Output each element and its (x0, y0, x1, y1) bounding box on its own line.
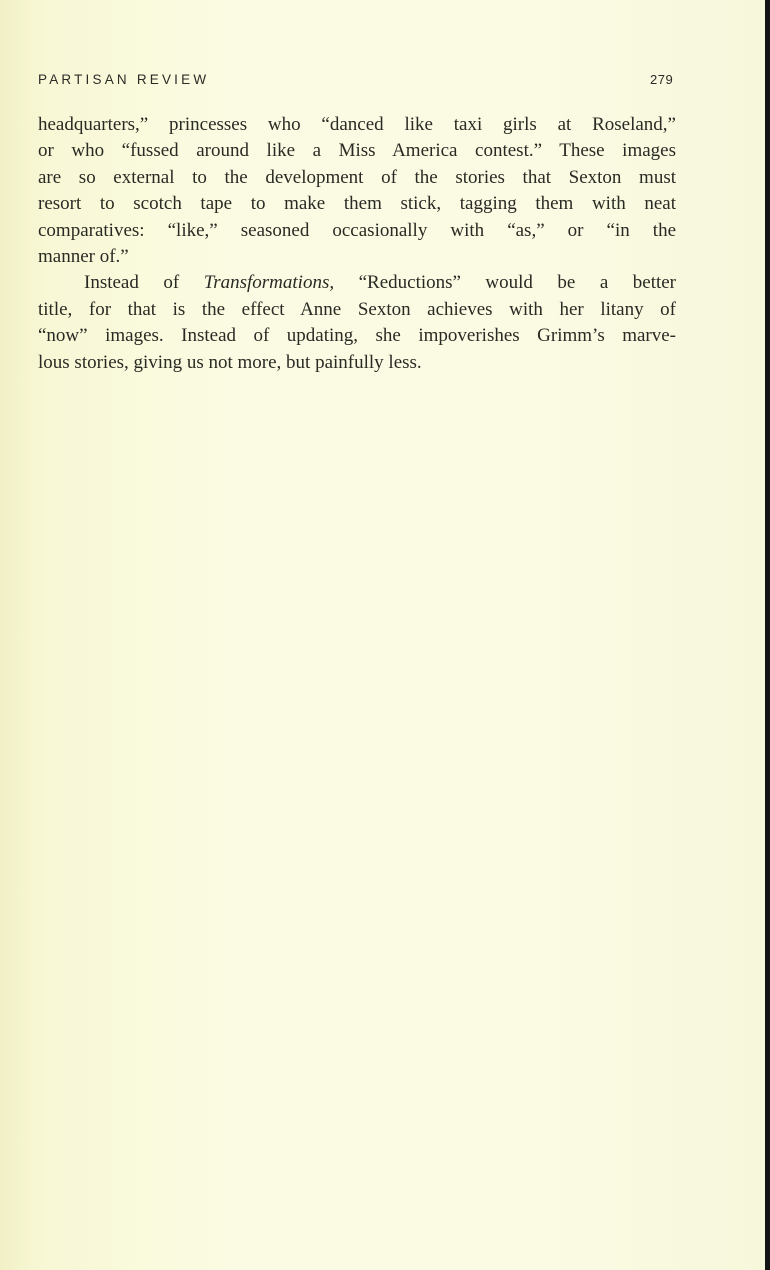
text-line: resort to scotch tape to make them stick, tagging them with neat (38, 193, 676, 215)
book-title: Transformations, (203, 272, 335, 294)
text-line: “now” images. Instead of updating, she impoverishes Grimm’s marve- (38, 325, 676, 347)
text-fragment: “Reductions” would be a better (358, 272, 676, 294)
text-line: manner of.” (38, 245, 129, 267)
paragraph (38, 112, 676, 270)
article-body (38, 112, 676, 376)
text-line: headquarters,” princesses who “danced like taxi girls at Roseland,” (38, 114, 676, 135)
text-line: title, for that is the effect Anne Sexton achieves with her litany of (38, 298, 676, 320)
paragraph (38, 270, 676, 376)
text-line (38, 270, 676, 296)
text-line: or who “fussed around like a Miss America contest.” These images (38, 140, 676, 162)
text-fragment: Instead of (84, 272, 180, 294)
running-head: PARTISAN REVIEW (38, 72, 210, 87)
page-number: 279 (650, 72, 674, 87)
page-edge-shadow (765, 0, 770, 1270)
text-line: lous stories, giving us not more, but painfully less. (38, 351, 422, 373)
text-line: are so external to the development of the stories that Sexton must (38, 166, 676, 188)
text-line: comparatives: “like,” seasoned occasionally with “as,” or “in the (38, 219, 676, 241)
